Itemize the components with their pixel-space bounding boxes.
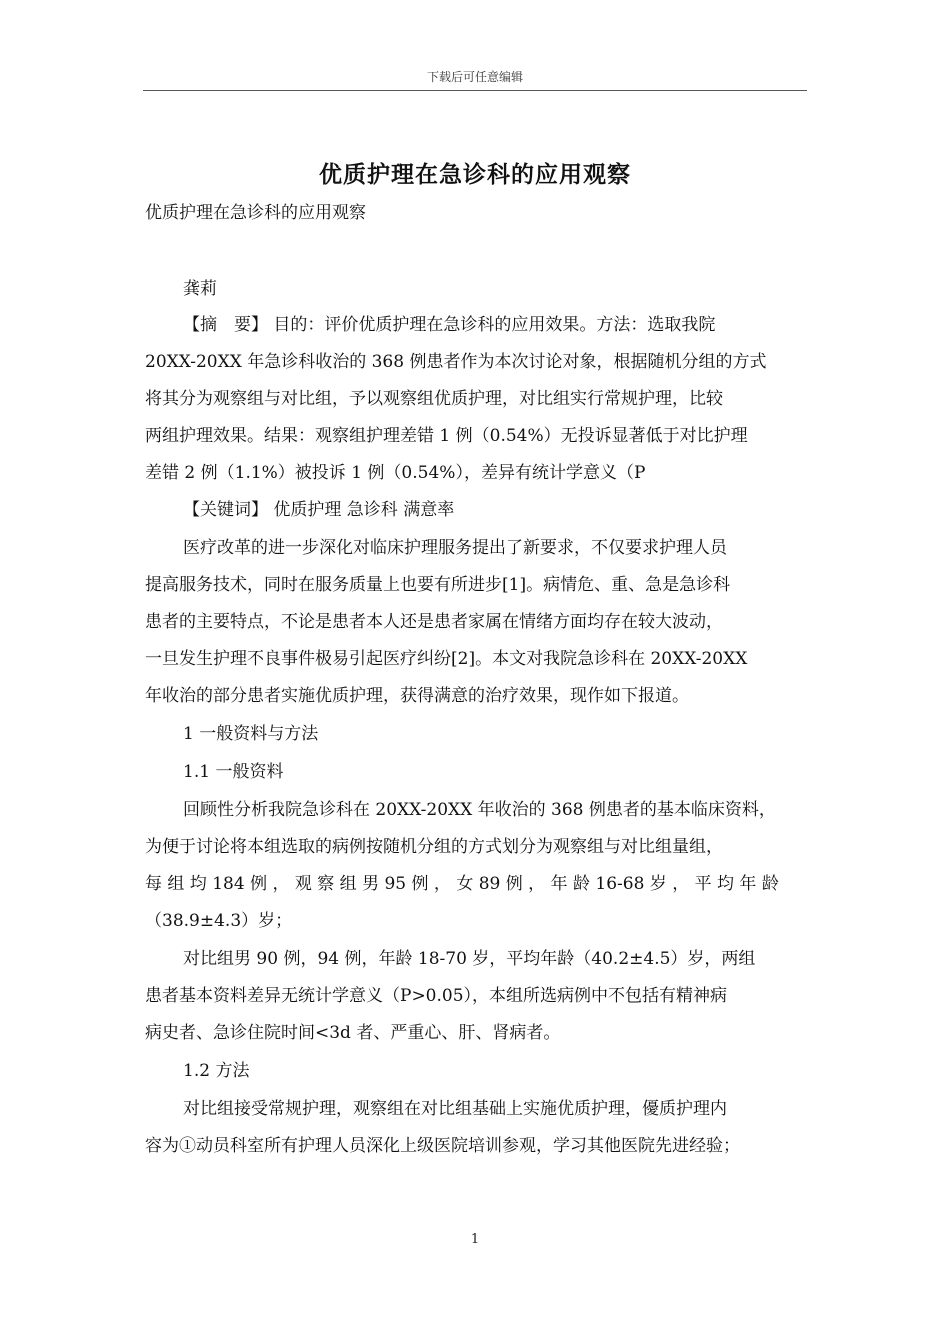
section-heading: 1 一般资料与方法 [183,724,319,744]
header-note: 下载后可任意编辑 [426,70,523,84]
keywords-line: 【关键词】 优质护理 急诊科 满意率 [183,500,455,520]
document-subtitle: 优质护理在急诊科的应用观察 [145,203,366,223]
paragraph-line: 医疗改革的进一步深化对临床护理服务提出了新要求，不仅要求护理人员 [183,538,727,558]
paragraph-line: 患者基本资料差异无统计学意义（P>0.05），本组所选病例中不包括有精神病 [145,986,728,1006]
paragraph-line: 对比组接受常规护理，观察组在对比组基础上实施优质护理，優质护理内 [183,1099,727,1119]
paragraph-line: 为便于讨论将本组选取的病例按随机分组的方式划分为观察组与对比组量组， [145,837,723,857]
paragraph-line: 提高服务技术，同时在服务质量上也要有所进步[1]。病情危、重、急是急诊科 [145,575,731,595]
header-divider [143,90,807,91]
paragraph-line: （38.9±4.3）岁； [145,911,293,931]
subsection-heading: 1.2 方法 [183,1061,250,1081]
paragraph-line: 年收治的部分患者实施优质护理，获得满意的治疗效果，现作如下报道。 [145,686,689,706]
abstract-line: 差错 2 例（1.1%）被投诉 1 例（0.54%），差异有统计学意义（P [145,463,646,483]
document-title: 优质护理在急诊科的应用观察 [319,162,631,188]
author-name: 龚莉 [183,279,217,299]
paragraph-line: 回顾性分析我院急诊科在 20XX-20XX 年收治的 368 例患者的基本临床资料， [183,800,776,820]
paragraph-line: 每 组 均 184 例 ， 观 察 组 男 95 例 ， 女 89 例 ， 年 龄 16-68 岁 ， 平 均 年 龄 [145,874,779,894]
paragraph-line: 对比组男 90 例，94 例，年龄 18-70 岁，平均年龄（40.2±4.5）岁，两组 [183,949,756,969]
abstract-line: 20XX-20XX 年急诊科收治的 368 例患者作为本次讨论对象，根据随机分组的方式 [145,352,767,372]
paragraph-line: 容为①动员科室所有护理人员深化上级医院培训参观，学习其他医院先进经验； [145,1136,740,1156]
abstract-line: 两组护理效果。结果：观察组护理差错 1 例（0.54%）无投诉显著低于对比护理 [145,426,748,446]
paragraph-line: 一旦发生护理不良事件极易引起医疗纠纷[2]。本文对我院急诊科在 20XX-20XX [145,649,748,669]
paragraph-line: 病史者、急诊住院时间<3d 者、严重心、肝、肾病者。 [145,1023,561,1043]
paragraph-line: 患者的主要特点，不论是患者本人还是患者家属在情绪方面均存在较大波动， [145,612,723,632]
page-number: 1 [470,1232,480,1247]
abstract-line: 【摘 要】 目的：评价优质护理在急诊科的应用效果。方法：选取我院 [183,315,716,335]
abstract-line: 将其分为观察组与对比组，予以观察组优质护理，对比组实行常规护理，比较 [145,389,723,409]
subsection-heading: 1.1 一般资料 [183,762,284,782]
